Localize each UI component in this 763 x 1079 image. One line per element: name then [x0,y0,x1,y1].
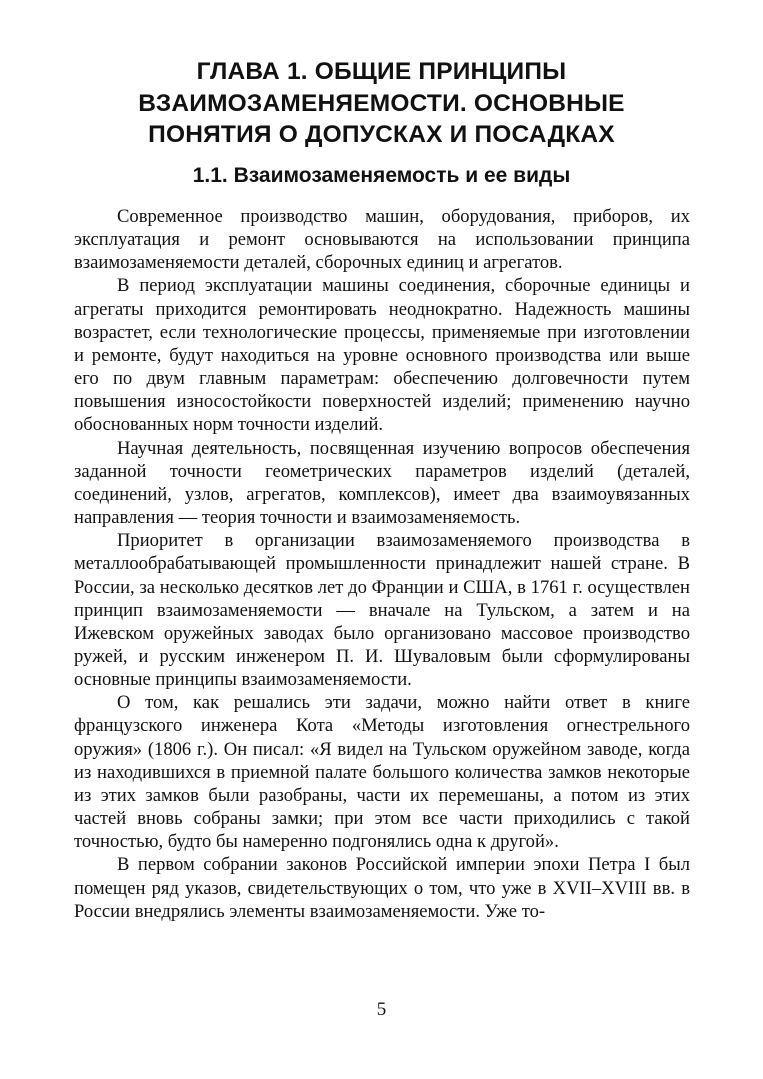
paragraph: Современное производство машин, оборудования, приборов, их эксплуатация и ремонт основываются на использовании принципа взаимозаменяемости деталей, сборочных единиц и агрегатов. [74,206,690,274]
body-text [74,205,690,923]
paragraph: В период эксплуатации машины соединения, сборочные единицы и агрегаты приходится ремонтировать неоднократно. Надежность машины возрастет, если технологические процессы, применяемые при изготовлении и ремонте, будут находиться на уровне основного производства или выше его по двум главным параметрам: обеспечению долговечности путем повышения износостойкости поверхностей изделий; применению научно обоснованных норм точности изделий. [74,275,690,436]
chapter-title-line: ПОНЯТИЯ О ДОПУСКАХ И ПОСАДКАХ [148,121,615,148]
section-title: 1.1. Взаимозаменяемость и ее виды [192,164,571,187]
paragraph: В первом собрании законов Российской империи эпохи Петра I был помещен ряд указов, свидетельствующих о том, что уже в XVII–XVIII вв. в России внедрялись элементы взаимозаменяемости. Уже то- [74,854,690,922]
paragraph: О том, как решались эти задачи, можно найти ответ в книге французского инженера Кота «Методы изготовления огнестрельного оружия» (1806 г.). Он писал: «Я видел на Тульском оружейном заводе, когда из находившихся в приемной палате большого количества замков некоторые из этих замков были разобраны, части их перемешаны, а потом из этих частей вновь собраны замки; при этом все части приходились с такой точностью, будто бы намеренно подгонялись одна к другой». [74,692,690,853]
page-number: 5 [376,999,387,1020]
chapter-title [60,56,703,151]
paragraph: Научная деятельность, посвященная изучению вопросов обеспечения заданной точности геометрических параметров изделий (деталей, соединений, узлов, агрегатов, комплексов), имеет два взаимоувязанных направления — теория точности и взаимозаменяемость. [74,437,690,529]
chapter-title-line: ВЗАИМОЗАМЕНЯЕМОСТИ. ОСНОВНЫЕ [138,89,625,117]
paragraph: Приоритет в организации взаимозаменяемого производства в металлообрабатывающей промышленности принадлежит нашей стране. В России, за несколько десятков лет до Франции и США, в 1761 г. осуществлен принцип взаимозаменяемости — вначале на Тульском, а затем и на Ижевском оружейных заводах было организовано массовое производство ружей, и русским инженером П. И. Шуваловым были сформулированы основные принципы взаимозаменяемости. [74,530,690,691]
chapter-title-line: ГЛАВА 1. ОБЩИЕ ПРИНЦИПЫ [196,58,567,85]
